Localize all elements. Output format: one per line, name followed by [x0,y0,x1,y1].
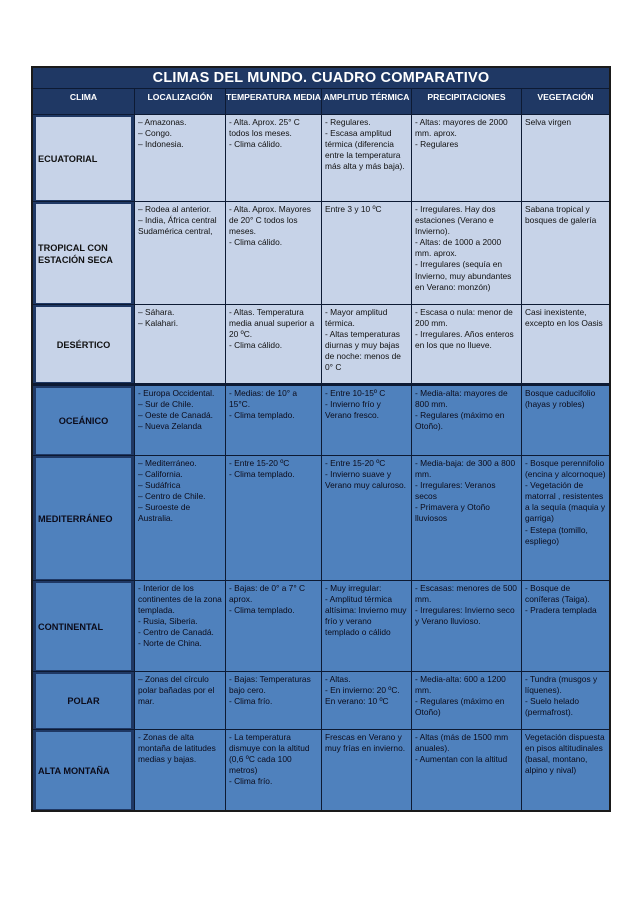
amplitud-line: - Altas. [325,674,351,684]
amplitud-line: - Invierno frío y Verano fresco. [325,399,381,421]
amplitud-line: - Regulares. [325,117,371,127]
precipitaciones-line: - Media-alta: mayores de 800 mm. [415,388,508,410]
precipitaciones-line: - Regulares [415,139,459,150]
precipitaciones-cell [411,672,521,729]
temperatura-line: - Bajas: de 0° a 7° C aprox. [229,583,306,605]
climate-name: TROPICAL CON ESTACIÓN SECA [36,204,131,303]
amplitud-cell [321,202,411,304]
localizacion-line: – Amazonas. [138,117,187,127]
temperatura-line: - Clima cálido. [229,237,283,248]
vegetacion-cell [521,672,609,729]
climate-name-cell [33,730,134,810]
climate-comparison-table [31,66,611,812]
vegetacion-cell [521,456,609,580]
table-header-row [33,89,609,114]
table-body [33,114,609,810]
temperatura-line: - Clima cálido. [229,340,283,351]
localizacion-line: – Nueva Zelanda [138,421,202,432]
climate-name-cell [33,581,134,671]
temperatura-cell [225,581,321,671]
localizacion-line: – Zonas del círculo polar bañadas por el mar. [138,674,215,707]
temperatura-cell [225,202,321,304]
header-temperatura: TEMPERATURA MEDIA [225,89,321,114]
table-title: CLIMAS DEL MUNDO. CUADRO COMPARATIVO [33,68,609,89]
localizacion-line: - Centro de Canadá. [138,627,214,638]
localizacion-line: – Sáhara. [138,307,175,317]
climate-name: MEDITERRÁNEO [36,458,131,579]
precipitaciones-cell [411,581,521,671]
precipitaciones-cell [411,386,521,455]
amplitud-line: - Altas temperaturas diurnas y muy bajas de noche: menos de 0° C [325,329,401,373]
climate-name: POLAR [36,674,131,728]
climate-name: OCEÁNICO [36,388,131,454]
localizacion-line: - Rusia, Siberia. [138,616,198,627]
table-row [33,580,609,671]
amplitud-cell [321,305,411,383]
amplitud-cell [321,581,411,671]
climate-name-cell [33,202,134,304]
precipitaciones-line: - Escasas: menores de 500 mm. [415,583,517,605]
amplitud-cell [321,672,411,729]
localizacion-cell [134,115,225,201]
amplitud-line: - Escasa amplitud térmica (diferencia entre la temperatura más alta y más baja). [325,128,405,172]
header-amplitud: AMPLITUD TÉRMICA [321,89,411,114]
localizacion-line: – Oeste de Canadá. [138,410,213,421]
localizacion-line: – Rodea al anterior. [138,204,212,214]
localizacion-line: - Interior de los continentes de la zona templada. [138,583,222,616]
precipitaciones-line: - Altas: de 1000 a 2000 mm. aprox. [415,237,502,259]
temperatura-cell [225,115,321,201]
temperatura-line: - Clima templado. [229,605,295,616]
vegetacion-cell [521,730,609,810]
temperatura-line: - Clima frío. [229,696,273,707]
localizacion-line: – India, África central Sudamérica central, [138,215,217,237]
precipitaciones-cell [411,115,521,201]
precipitaciones-line: - Regulares (máximo en Otoño) [415,696,505,718]
localizacion-line: – Congo. [138,128,172,139]
vegetacion-line: - Tundra (musgos y líquenes). [525,674,598,696]
temperatura-line: - Alta. Aprox. Mayores de 20° C todos los meses. [229,204,311,237]
vegetacion-cell [521,115,609,201]
table-row [33,671,609,729]
precipitaciones-line: - Media-baja: de 300 a 800 mm. [415,458,516,480]
temperatura-line: - Alta. Aprox. 25° C todos los meses. [229,117,300,139]
temperatura-line: - Bajas: Temperaturas bajo cero. [229,674,311,696]
temperatura-cell [225,730,321,810]
amplitud-line: - Entre 15-20 ºC [325,458,386,468]
localizacion-line: - Zonas de alta montaña de latitudes medias y bajas. [138,732,216,765]
vegetacion-line: Vegetación dispuesta en pisos altitudinales (basal, montano, alpino y nival) [525,732,605,776]
vegetacion-line: Bosque caducifolio (hayas y robles) [525,388,596,410]
vegetacion-cell [521,581,609,671]
localizacion-line: - Norte de China. [138,638,202,649]
temperatura-cell [225,456,321,580]
amplitud-line: - Invierno suave y Verano muy caluroso. [325,469,407,491]
climate-name: ALTA MONTAÑA [36,732,131,809]
table-row [33,304,609,383]
climate-name-cell [33,456,134,580]
vegetacion-line: Selva virgen [525,117,572,127]
table-row [33,455,609,580]
localizacion-line: – Centro de Chile. [138,491,206,502]
precipitaciones-line: - Regulares (máximo en Otoño). [415,410,505,432]
table-row [33,729,609,810]
localizacion-line: – Mediterráneo. [138,458,197,468]
table-row [33,201,609,304]
temperatura-line: - Clima templado. [229,410,295,421]
climate-name-cell [33,305,134,383]
climate-name: ECUATORIAL [36,117,131,200]
localizacion-line: – Suroeste de Australia. [138,502,191,524]
precipitaciones-line: - Irregulares. Hay dos estaciones (Verano e Invierno). [415,204,496,237]
localizacion-cell [134,456,225,580]
climate-name: CONTINENTAL [36,583,131,670]
precipitaciones-line: - Irregulares: Invierno seco y Verano lluvioso. [415,605,515,627]
header-clima: CLIMA [69,92,98,102]
climate-name-cell [33,672,134,729]
temperatura-cell [225,305,321,383]
amplitud-cell [321,456,411,580]
temperatura-line: - La temperatura dismuye con la altitud (0,6 ºC cada 100 metros) [229,732,310,776]
precipitaciones-cell [411,730,521,810]
vegetacion-line: Casi inexistente, excepto en los Oasis [525,307,603,329]
precipitaciones-line: - Aumentan con la altitud [415,754,508,765]
temperatura-line: - Altas. Temperatura media anual superior a 20 ºC. [229,307,315,340]
vegetacion-line: - Estepa (tomillo, espliego) [525,524,588,546]
amplitud-cell [321,115,411,201]
amplitud-line: Entre 3 y 10 ºC [325,204,382,214]
vegetacion-cell [521,202,609,304]
table-row [33,383,609,455]
amplitud-line: - En invierno: 20 ºC. En verano: 10 ºC [325,685,400,707]
header-localizacion: LOCALIZACIÓN [134,89,225,114]
vegetacion-line: - Suelo helado (permafrost). [525,696,580,718]
precipitaciones-cell [411,456,521,580]
localizacion-line: – Sur de Chile. [138,399,194,410]
header-vegetacion: VEGETACIÓN [521,89,609,114]
vegetacion-line: Sabana tropical y bosques de galería [525,204,597,226]
amplitud-cell [321,730,411,810]
amplitud-line: - Entre 10-15º C [325,388,386,398]
localizacion-line: – California. [138,469,183,480]
localizacion-cell [134,672,225,729]
climate-name: DESÉRTICO [36,307,131,382]
vegetacion-line: - Vegetación de matorral , resistentes a la sequía (maquia y garriga) [525,480,606,524]
precipitaciones-line: - Altas (más de 1500 mm anuales). [415,732,509,754]
amplitud-line: - Muy irregular: [325,583,382,593]
precipitaciones-line: - Escasa o nula: menor de 200 mm. [415,307,513,329]
vegetacion-line: - Bosque de coníferas (Taiga). [525,583,590,605]
climate-name-cell [33,115,134,201]
localizacion-cell [134,730,225,810]
precipitaciones-line: - Irregulares: Veranos secos [415,480,496,502]
precipitaciones-line: - Irregulares. Años enteros en los que no llueve. [415,329,514,351]
vegetacion-cell [521,305,609,383]
precipitaciones-line: - Irregulares (sequía en Invierno, muy abundantes en Verano: monzón) [415,259,512,292]
temperatura-cell [225,386,321,455]
localizacion-cell [134,581,225,671]
localizacion-line: – Sudáfrica [138,480,181,491]
amplitud-line: Frescas en Verano y muy frías en invierno. [325,732,406,754]
precipitaciones-line: - Altas: mayores de 2000 mm. aprox. [415,117,508,139]
localizacion-cell [134,202,225,304]
header-precipitaciones: PRECIPITACIONES [411,89,521,114]
temperatura-cell [225,672,321,729]
table-row [33,114,609,201]
amplitud-cell [321,386,411,455]
climate-name-cell [33,386,134,455]
localizacion-cell [134,305,225,383]
precipitaciones-cell [411,202,521,304]
temperatura-line: - Clima templado. [229,469,295,480]
precipitaciones-line: - Media-alta: 600 a 1200 mm. [415,674,506,696]
localizacion-line: – Kalahari. [138,318,179,329]
precipitaciones-cell [411,305,521,383]
temperatura-line: - Clima cálido. [229,139,283,150]
vegetacion-cell [521,386,609,455]
localizacion-line: - Europa Occidental. [138,388,215,398]
temperatura-line: - Medias: de 10° a 15°C. [229,388,298,410]
precipitaciones-line: - Primavera y Otoño lluviosos [415,502,490,524]
localizacion-line: – Indonesia. [138,139,184,150]
amplitud-line: - Amplitud térmica altísima: Invierno muy frío y verano templado o cálido [325,594,407,638]
temperatura-line: - Clima frío. [229,776,273,787]
temperatura-line: - Entre 15-20 ºC [229,458,290,468]
amplitud-line: - Mayor amplitud térmica. [325,307,388,329]
vegetacion-line: - Bosque perennifolio (encina y alcornoque) [525,458,606,480]
localizacion-cell [134,386,225,455]
vegetacion-line: - Pradera templada [525,605,597,616]
